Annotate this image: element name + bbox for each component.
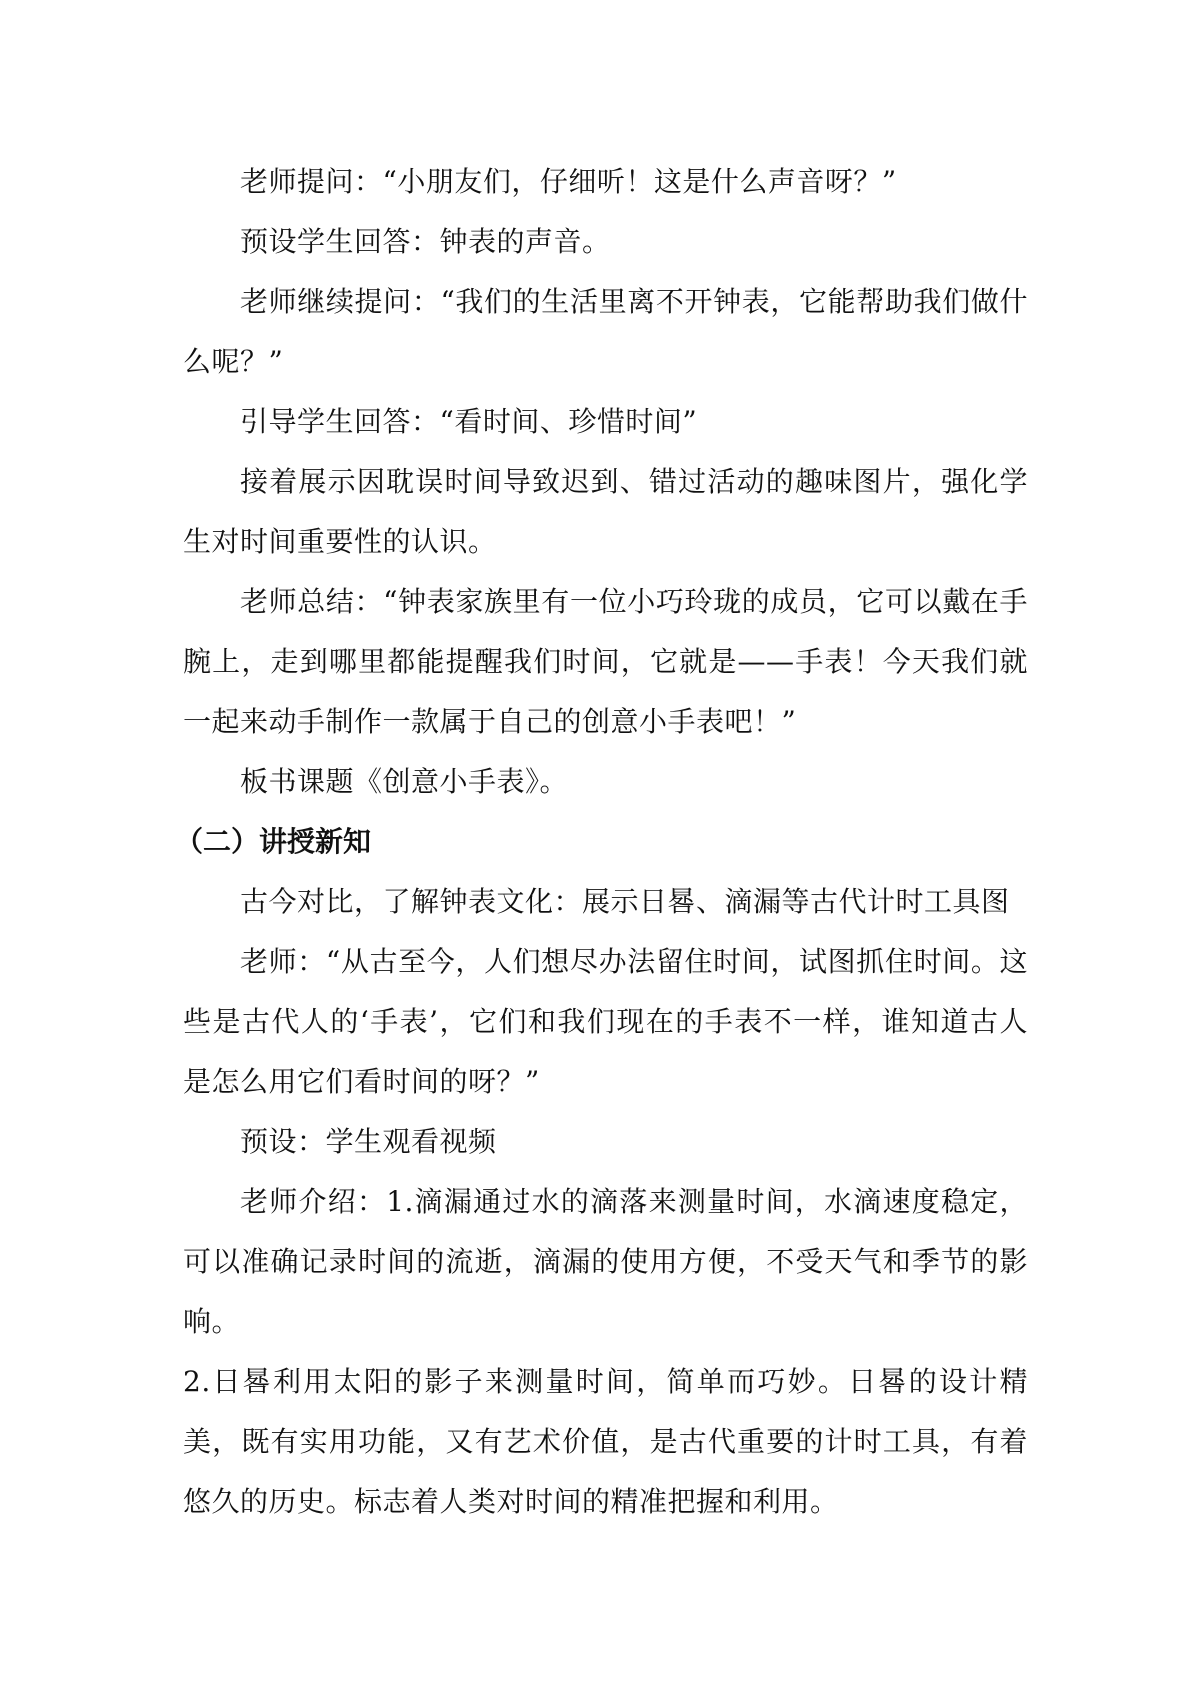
paragraph: 预设学生回答：钟表的声音。 [240, 225, 611, 258]
section-heading: （二）讲授新知 [175, 825, 372, 858]
paragraph: 老师总结：“钟表家族里有一位小巧玲珑的成员，它可以戴在手腕上，走到哪里都能提醒我们时间，它就是——手表！今天我们就一起来动手制作一款属于自己的创意小手表吧！” [183, 585, 1028, 738]
paragraph: 古今对比，了解钟表文化：展示日晷、滴漏等古代计时工具图 [240, 885, 1010, 918]
paragraph: 引导学生回答：“看时间、珍惜时间” [240, 405, 698, 438]
paragraph: 老师提问：“小朋友们，仔细听！这是什么声音呀？” [240, 165, 897, 198]
paragraph: 预设：学生观看视频 [240, 1125, 497, 1158]
paragraph: 老师介绍：1.滴漏通过水的滴落来测量时间，水滴速度稳定，可以准确记录时间的流逝，滴漏的使用方便，不受天气和季节的影响。 [183, 1185, 1028, 1338]
paragraph: 老师：“从古至今，人们想尽办法留住时间，试图抓住时间。这些是古代人的‘手表’，它们和我们现在的手表不一样，谁知道古人是怎么用它们看时间的呀？” [183, 945, 1028, 1098]
paragraph: 老师继续提问：“我们的生活里离不开钟表，它能帮助我们做什么呢？” [183, 285, 1028, 378]
document-body [175, 152, 1028, 1532]
paragraph: 接着展示因耽误时间导致迟到、错过活动的趣味图片，强化学生对时间重要性的认识。 [183, 465, 1028, 558]
paragraph: 板书课题《创意小手表》。 [240, 765, 569, 798]
paragraph: 2.日晷利用太阳的影子来测量时间，简单而巧妙。日晷的设计精美，既有实用功能，又有艺术价值，是古代重要的计时工具，有着悠久的历史。标志着人类对时间的精准把握和利用。 [183, 1365, 1028, 1518]
